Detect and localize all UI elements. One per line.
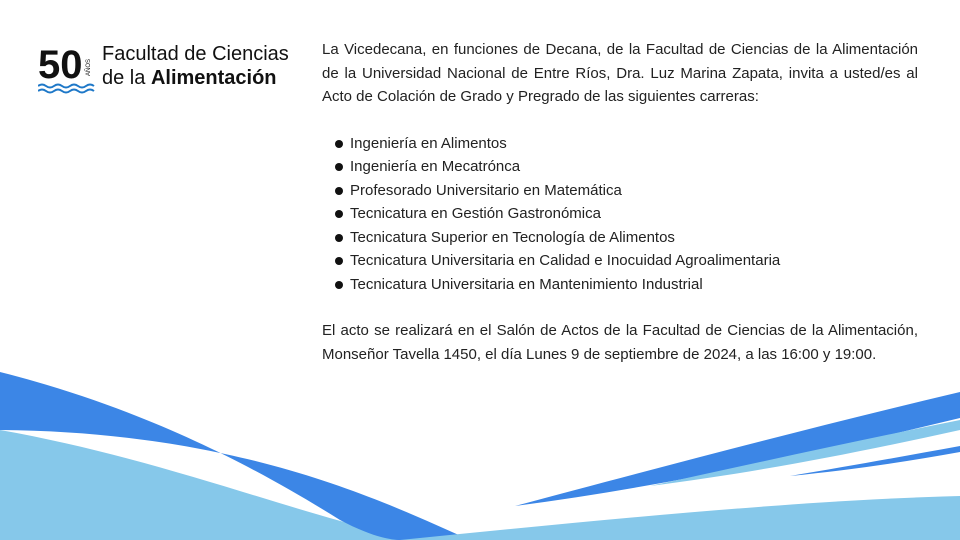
faculty-name-line2-bold: Alimentación [150,67,277,89]
right-light-streak [650,420,960,486]
invitation-intro: La Vicedecana, en funciones de Decana, de la Facultad de Ciencias de la Alimentación de la Universidad Nacional de Entre Ríos, Dra. Luz Marina Zapata, invita a usted/es al Acto de Colación de Grado y Pregrado de las siguientes carreras: [322,41,918,105]
career-item: Ingeniería en Alimentos [350,132,918,156]
bottom-light-wave [400,496,960,540]
career-item: Tecnicatura Universitaria en Calidad e Inocuidad Agroalimentaria [350,249,918,273]
career-item: Tecnicatura Universitaria en Mantenimiento Industrial [350,273,918,297]
faculty-logo [38,38,308,98]
career-item: Ingeniería en Mecatrónca [350,155,918,179]
anniversary-word: AÑOS [86,58,92,76]
anniversary-number: 50 [38,43,83,87]
faculty-name-line1: Facultad de Ciencias [102,43,289,65]
right-dark-streak [515,392,960,506]
logo-wave-2 [38,90,94,93]
career-item: Profesorado Universitario en Matemática [350,179,918,203]
faculty-name-line2 [102,66,289,90]
fifty-years-emblem [38,38,100,98]
career-item: Tecnicatura en Gestión Gastronómica [350,202,918,226]
career-item: Tecnicatura Superior en Tecnología de Alimentos [350,226,918,250]
invitation-body [322,38,918,366]
invitation-closing: El acto se realizará en el Salón de Actos de la Facultad de Ciencias de la Alimentación, Monseñor Tavella 1450, el día Lunes 9 de septiembre de 2024, a las 16:00 y 19:00. [322,322,918,363]
faculty-name [102,42,289,90]
faculty-name-line2-prefix: de la [102,67,146,89]
careers-list [322,132,918,297]
